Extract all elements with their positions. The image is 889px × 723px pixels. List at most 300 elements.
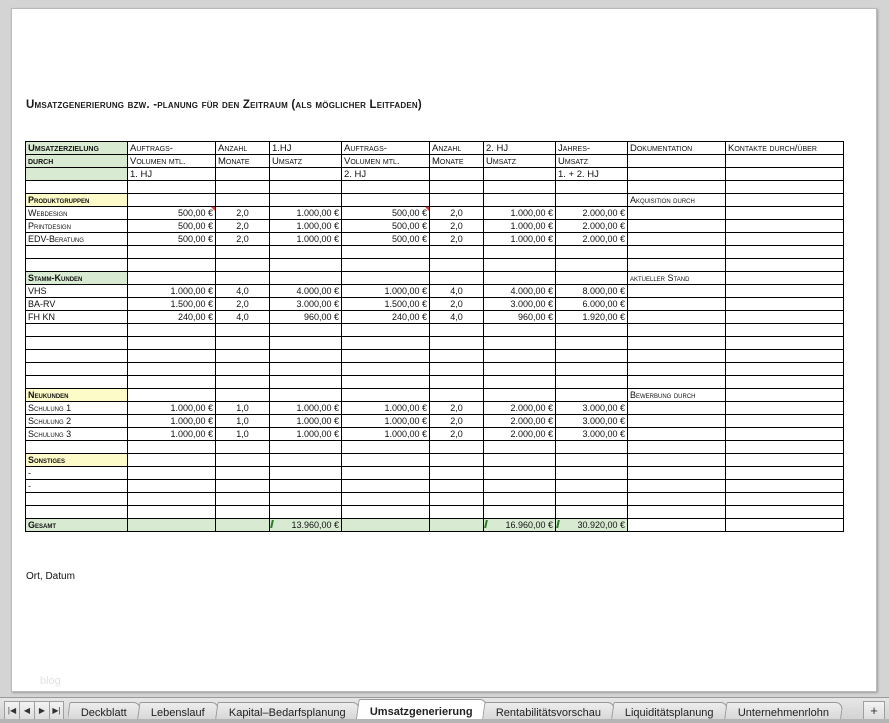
table-cell[interactable] xyxy=(26,181,128,194)
volume-h1[interactable] xyxy=(128,506,216,519)
contacts-cell[interactable] xyxy=(726,220,844,233)
revenue-h1[interactable]: 1.000,00 € xyxy=(270,233,342,246)
row-label[interactable] xyxy=(26,259,128,272)
months-h1[interactable]: 2,0 xyxy=(216,207,270,220)
volume-h1[interactable] xyxy=(128,259,216,272)
row-label[interactable]: - xyxy=(26,480,128,493)
revenue-h1[interactable]: 1.000,00 € xyxy=(270,415,342,428)
revenue-h2[interactable] xyxy=(484,493,556,506)
table-cell[interactable] xyxy=(128,194,216,207)
table-cell[interactable] xyxy=(484,194,556,207)
revenue-h2[interactable]: 960,00 € xyxy=(484,311,556,324)
revenue-h2[interactable]: 1.000,00 € xyxy=(484,220,556,233)
table-cell[interactable] xyxy=(430,194,484,207)
revenue-year[interactable] xyxy=(556,506,628,519)
months-h2[interactable]: 2,0 xyxy=(430,428,484,441)
table-cell[interactable] xyxy=(726,194,844,207)
section-label[interactable]: Neukunden xyxy=(26,389,128,402)
header-cell[interactable]: Auftrags- xyxy=(128,142,216,155)
months-h1[interactable] xyxy=(216,493,270,506)
months-h1[interactable] xyxy=(216,259,270,272)
months-h2[interactable]: 2,0 xyxy=(430,220,484,233)
months-h2[interactable] xyxy=(430,376,484,389)
header-cell[interactable] xyxy=(628,168,726,181)
header-cell[interactable]: Anzahl xyxy=(430,142,484,155)
revenue-h2[interactable]: 1.000,00 € xyxy=(484,207,556,220)
row-label[interactable]: Webdesign xyxy=(26,207,128,220)
revenue-year[interactable]: 2.000,00 € xyxy=(556,220,628,233)
documentation-cell[interactable] xyxy=(628,324,726,337)
volume-h2[interactable] xyxy=(342,493,430,506)
header-cell[interactable]: 1.HJ xyxy=(270,142,342,155)
total-volume-h2[interactable] xyxy=(342,519,430,532)
header-cell[interactable] xyxy=(726,155,844,168)
documentation-cell[interactable] xyxy=(628,220,726,233)
volume-h1[interactable]: 1.000,00 € xyxy=(128,402,216,415)
revenue-year[interactable]: 3.000,00 € xyxy=(556,428,628,441)
months-h1[interactable] xyxy=(216,467,270,480)
table-cell[interactable] xyxy=(342,389,430,402)
header-cell[interactable]: Anzahl xyxy=(216,142,270,155)
table-cell[interactable] xyxy=(726,454,844,467)
revenue-h1[interactable] xyxy=(270,246,342,259)
revenue-h2[interactable] xyxy=(484,467,556,480)
months-h2[interactable]: 2,0 xyxy=(430,402,484,415)
revenue-h2[interactable] xyxy=(484,259,556,272)
revenue-h2[interactable] xyxy=(484,363,556,376)
months-h1[interactable] xyxy=(216,337,270,350)
revenue-h1[interactable] xyxy=(270,441,342,454)
header-cell[interactable]: Monate xyxy=(216,155,270,168)
total-months-h1[interactable] xyxy=(216,519,270,532)
documentation-cell[interactable] xyxy=(628,298,726,311)
table-cell[interactable] xyxy=(216,272,270,285)
revenue-year[interactable] xyxy=(556,480,628,493)
table-cell[interactable] xyxy=(128,181,216,194)
header-cell[interactable]: 1. + 2. HJ xyxy=(556,168,628,181)
table-cell[interactable] xyxy=(342,272,430,285)
contacts-cell[interactable] xyxy=(726,480,844,493)
months-h1[interactable]: 4,0 xyxy=(216,311,270,324)
documentation-note[interactable]: Bewerbung durch xyxy=(628,389,726,402)
months-h2[interactable] xyxy=(430,350,484,363)
documentation-cell[interactable] xyxy=(628,337,726,350)
documentation-cell[interactable] xyxy=(628,246,726,259)
volume-h2[interactable]: 500,00 € xyxy=(342,207,430,220)
volume-h2[interactable]: 1.000,00 € xyxy=(342,415,430,428)
table-cell[interactable] xyxy=(430,272,484,285)
months-h1[interactable]: 2,0 xyxy=(216,298,270,311)
documentation-cell[interactable] xyxy=(628,441,726,454)
revenue-h2[interactable] xyxy=(484,480,556,493)
volume-h1[interactable] xyxy=(128,480,216,493)
table-cell[interactable] xyxy=(726,389,844,402)
contacts-cell[interactable] xyxy=(726,311,844,324)
documentation-cell[interactable] xyxy=(628,363,726,376)
volume-h1[interactable] xyxy=(128,376,216,389)
contacts-cell[interactable] xyxy=(726,376,844,389)
months-h1[interactable] xyxy=(216,376,270,389)
header-cell[interactable] xyxy=(628,155,726,168)
row-label[interactable] xyxy=(26,350,128,363)
table-cell[interactable] xyxy=(216,454,270,467)
total-contacts-cell[interactable] xyxy=(726,519,844,532)
contacts-cell[interactable] xyxy=(726,428,844,441)
header-cell[interactable]: Volumen mtl. xyxy=(128,155,216,168)
table-cell[interactable] xyxy=(556,389,628,402)
header-cell[interactable] xyxy=(484,168,556,181)
volume-h1[interactable]: 500,00 € xyxy=(128,233,216,246)
documentation-cell[interactable] xyxy=(628,259,726,272)
section-label[interactable]: Sonstiges xyxy=(26,454,128,467)
documentation-cell[interactable] xyxy=(628,415,726,428)
table-cell[interactable] xyxy=(342,194,430,207)
months-h2[interactable] xyxy=(430,467,484,480)
volume-h2[interactable] xyxy=(342,259,430,272)
months-h2[interactable]: 4,0 xyxy=(430,285,484,298)
header-cell[interactable]: 2. HJ xyxy=(342,168,430,181)
months-h2[interactable] xyxy=(430,480,484,493)
documentation-cell[interactable] xyxy=(628,207,726,220)
row-label[interactable] xyxy=(26,337,128,350)
row-label[interactable]: FH KN xyxy=(26,311,128,324)
months-h2[interactable] xyxy=(430,324,484,337)
documentation-cell[interactable] xyxy=(628,480,726,493)
documentation-cell[interactable] xyxy=(628,428,726,441)
volume-h2[interactable]: 1.000,00 € xyxy=(342,285,430,298)
revenue-h2[interactable] xyxy=(484,376,556,389)
documentation-cell[interactable] xyxy=(628,402,726,415)
header-cell[interactable]: Umsatz xyxy=(270,155,342,168)
volume-h2[interactable]: 1.500,00 € xyxy=(342,298,430,311)
volume-h2[interactable]: 240,00 € xyxy=(342,311,430,324)
revenue-year[interactable] xyxy=(556,467,628,480)
total-doc-cell[interactable] xyxy=(628,519,726,532)
revenue-h2[interactable] xyxy=(484,337,556,350)
months-h1[interactable]: 4,0 xyxy=(216,285,270,298)
volume-h1[interactable] xyxy=(128,324,216,337)
header-cell[interactable]: Jahres- xyxy=(556,142,628,155)
revenue-h1[interactable] xyxy=(270,259,342,272)
revenue-year[interactable] xyxy=(556,337,628,350)
header-cell[interactable]: 2. HJ xyxy=(484,142,556,155)
table-cell[interactable] xyxy=(216,181,270,194)
table-cell[interactable] xyxy=(270,454,342,467)
revenue-h1[interactable] xyxy=(270,376,342,389)
months-h2[interactable] xyxy=(430,259,484,272)
header-cell[interactable] xyxy=(270,168,342,181)
header-cell[interactable]: Volumen mtl. xyxy=(342,155,430,168)
volume-h2[interactable]: 500,00 € xyxy=(342,233,430,246)
header-cell[interactable]: Kontakte durch/über xyxy=(726,142,844,155)
documentation-cell[interactable] xyxy=(628,350,726,363)
table-cell[interactable] xyxy=(342,181,430,194)
revenue-h2[interactable]: 2.000,00 € xyxy=(484,415,556,428)
section-label[interactable]: Produktgruppen xyxy=(26,194,128,207)
total-revenue-year[interactable]: 30.920,00 € xyxy=(556,519,628,532)
table-cell[interactable] xyxy=(628,181,726,194)
volume-h1[interactable] xyxy=(128,350,216,363)
row-label[interactable]: VHS xyxy=(26,285,128,298)
row-label[interactable]: EDV-Beratung xyxy=(26,233,128,246)
revenue-h1[interactable] xyxy=(270,337,342,350)
table-cell[interactable] xyxy=(270,194,342,207)
contacts-cell[interactable] xyxy=(726,363,844,376)
months-h1[interactable]: 1,0 xyxy=(216,415,270,428)
months-h1[interactable] xyxy=(216,363,270,376)
table-cell[interactable] xyxy=(216,194,270,207)
revenue-h2[interactable]: 2.000,00 € xyxy=(484,402,556,415)
total-label[interactable]: Gesamt xyxy=(26,519,128,532)
table-cell[interactable] xyxy=(216,389,270,402)
volume-h1[interactable] xyxy=(128,363,216,376)
months-h1[interactable] xyxy=(216,506,270,519)
header-cell[interactable]: Umsatz xyxy=(556,155,628,168)
revenue-year[interactable] xyxy=(556,441,628,454)
row-label[interactable]: Schulung 3 xyxy=(26,428,128,441)
contacts-cell[interactable] xyxy=(726,285,844,298)
volume-h1[interactable]: 1.500,00 € xyxy=(128,298,216,311)
table-cell[interactable] xyxy=(430,389,484,402)
revenue-year[interactable]: 3.000,00 € xyxy=(556,402,628,415)
volume-h1[interactable]: 240,00 € xyxy=(128,311,216,324)
row-label[interactable]: Schulung 1 xyxy=(26,402,128,415)
revenue-h1[interactable]: 1.000,00 € xyxy=(270,220,342,233)
months-h2[interactable] xyxy=(430,337,484,350)
row-label[interactable]: - xyxy=(26,467,128,480)
months-h2[interactable] xyxy=(430,506,484,519)
volume-h2[interactable] xyxy=(342,467,430,480)
volume-h1[interactable] xyxy=(128,337,216,350)
table-cell[interactable] xyxy=(556,194,628,207)
documentation-cell[interactable] xyxy=(628,467,726,480)
volume-h1[interactable] xyxy=(128,493,216,506)
revenue-h1[interactable]: 1.000,00 € xyxy=(270,428,342,441)
table-cell[interactable] xyxy=(342,454,430,467)
contacts-cell[interactable] xyxy=(726,337,844,350)
table-cell[interactable] xyxy=(128,389,216,402)
revenue-h1[interactable] xyxy=(270,350,342,363)
header-cell[interactable] xyxy=(726,168,844,181)
revenue-h2[interactable] xyxy=(484,246,556,259)
months-h1[interactable] xyxy=(216,441,270,454)
revenue-h1[interactable]: 960,00 € xyxy=(270,311,342,324)
header-cell[interactable]: Auftrags- xyxy=(342,142,430,155)
table-cell[interactable] xyxy=(726,272,844,285)
table-cell[interactable] xyxy=(484,454,556,467)
revenue-h1[interactable] xyxy=(270,324,342,337)
table-cell[interactable] xyxy=(430,181,484,194)
row-label[interactable] xyxy=(26,363,128,376)
revenue-h1[interactable] xyxy=(270,506,342,519)
row-label[interactable]: Schulung 2 xyxy=(26,415,128,428)
volume-h1[interactable]: 1.000,00 € xyxy=(128,285,216,298)
table-cell[interactable] xyxy=(484,181,556,194)
revenue-h2[interactable] xyxy=(484,350,556,363)
contacts-cell[interactable] xyxy=(726,402,844,415)
volume-h2[interactable] xyxy=(342,246,430,259)
documentation-note[interactable]: aktueller Stand xyxy=(628,272,726,285)
revenue-h2[interactable] xyxy=(484,441,556,454)
first-sheet-button[interactable]: |◀ xyxy=(4,701,19,721)
documentation-cell[interactable] xyxy=(628,376,726,389)
months-h2[interactable] xyxy=(430,363,484,376)
months-h2[interactable] xyxy=(430,493,484,506)
prev-sheet-button[interactable]: ◀ xyxy=(19,701,34,721)
volume-h2[interactable]: 1.000,00 € xyxy=(342,402,430,415)
contacts-cell[interactable] xyxy=(726,506,844,519)
revenue-year[interactable]: 2.000,00 € xyxy=(556,233,628,246)
revenue-h2[interactable]: 2.000,00 € xyxy=(484,428,556,441)
revenue-year[interactable]: 3.000,00 € xyxy=(556,415,628,428)
documentation-cell[interactable] xyxy=(628,493,726,506)
contacts-cell[interactable] xyxy=(726,415,844,428)
row-label[interactable]: Printdesign xyxy=(26,220,128,233)
months-h1[interactable]: 1,0 xyxy=(216,402,270,415)
row-label[interactable] xyxy=(26,493,128,506)
volume-h1[interactable] xyxy=(128,246,216,259)
contacts-cell[interactable] xyxy=(726,441,844,454)
row-label[interactable] xyxy=(26,376,128,389)
row-label[interactable] xyxy=(26,246,128,259)
volume-h2[interactable]: 1.000,00 € xyxy=(342,428,430,441)
revenue-year[interactable]: 8.000,00 € xyxy=(556,285,628,298)
contacts-cell[interactable] xyxy=(726,350,844,363)
revenue-year[interactable] xyxy=(556,246,628,259)
revenue-h2[interactable] xyxy=(484,506,556,519)
documentation-cell[interactable] xyxy=(628,506,726,519)
contacts-cell[interactable] xyxy=(726,233,844,246)
revenue-h1[interactable] xyxy=(270,363,342,376)
months-h2[interactable] xyxy=(430,246,484,259)
next-sheet-button[interactable]: ▶ xyxy=(34,701,49,721)
table-cell[interactable] xyxy=(430,454,484,467)
contacts-cell[interactable] xyxy=(726,246,844,259)
header-cell[interactable]: durch xyxy=(26,155,128,168)
months-h1[interactable]: 2,0 xyxy=(216,233,270,246)
row-label[interactable] xyxy=(26,506,128,519)
revenue-year[interactable] xyxy=(556,376,628,389)
documentation-cell[interactable] xyxy=(628,285,726,298)
table-cell[interactable] xyxy=(484,272,556,285)
months-h1[interactable] xyxy=(216,350,270,363)
table-cell[interactable] xyxy=(726,181,844,194)
revenue-year[interactable]: 2.000,00 € xyxy=(556,207,628,220)
months-h1[interactable]: 1,0 xyxy=(216,428,270,441)
months-h2[interactable]: 2,0 xyxy=(430,298,484,311)
months-h2[interactable]: 2,0 xyxy=(430,233,484,246)
header-cell[interactable]: Monate xyxy=(430,155,484,168)
months-h2[interactable]: 2,0 xyxy=(430,415,484,428)
table-cell[interactable] xyxy=(270,181,342,194)
months-h1[interactable]: 2,0 xyxy=(216,220,270,233)
row-label[interactable] xyxy=(26,441,128,454)
total-months-h2[interactable] xyxy=(430,519,484,532)
volume-h1[interactable] xyxy=(128,441,216,454)
revenue-h1[interactable] xyxy=(270,480,342,493)
add-sheet-button[interactable]: + xyxy=(863,701,885,721)
table-cell[interactable] xyxy=(128,454,216,467)
volume-h2[interactable]: 500,00 € xyxy=(342,220,430,233)
revenue-h1[interactable] xyxy=(270,493,342,506)
revenue-year[interactable]: 1.920,00 € xyxy=(556,311,628,324)
volume-h1[interactable] xyxy=(128,467,216,480)
volume-h1[interactable]: 500,00 € xyxy=(128,207,216,220)
contacts-cell[interactable] xyxy=(726,324,844,337)
months-h2[interactable]: 2,0 xyxy=(430,207,484,220)
revenue-h2[interactable]: 1.000,00 € xyxy=(484,233,556,246)
volume-h2[interactable] xyxy=(342,324,430,337)
last-sheet-button[interactable]: ▶| xyxy=(49,701,64,721)
table-cell[interactable] xyxy=(270,272,342,285)
umsatz-table[interactable] xyxy=(25,141,844,532)
contacts-cell[interactable] xyxy=(726,298,844,311)
revenue-year[interactable]: 6.000,00 € xyxy=(556,298,628,311)
volume-h1[interactable]: 1.000,00 € xyxy=(128,415,216,428)
row-label[interactable] xyxy=(26,324,128,337)
section-label[interactable]: Stamm-Kunden xyxy=(26,272,128,285)
table-cell[interactable] xyxy=(270,389,342,402)
volume-h2[interactable] xyxy=(342,441,430,454)
table-cell[interactable] xyxy=(484,389,556,402)
documentation-note[interactable]: Akquisition durch xyxy=(628,194,726,207)
total-volume-h1[interactable] xyxy=(128,519,216,532)
documentation-note[interactable] xyxy=(628,454,726,467)
volume-h2[interactable] xyxy=(342,350,430,363)
total-revenue-h1[interactable]: 13.960,00 € xyxy=(270,519,342,532)
table-cell[interactable] xyxy=(128,272,216,285)
header-cell[interactable]: Umsatz xyxy=(484,155,556,168)
revenue-h2[interactable]: 3.000,00 € xyxy=(484,298,556,311)
volume-h2[interactable] xyxy=(342,376,430,389)
volume-h2[interactable] xyxy=(342,506,430,519)
revenue-year[interactable] xyxy=(556,363,628,376)
header-cell[interactable]: 1. HJ xyxy=(128,168,216,181)
volume-h1[interactable]: 500,00 € xyxy=(128,220,216,233)
contacts-cell[interactable] xyxy=(726,493,844,506)
revenue-h1[interactable] xyxy=(270,467,342,480)
header-cell[interactable]: Umsatzerzielung xyxy=(26,142,128,155)
row-label[interactable]: BA-RV xyxy=(26,298,128,311)
contacts-cell[interactable] xyxy=(726,467,844,480)
revenue-year[interactable] xyxy=(556,350,628,363)
revenue-h1[interactable]: 1.000,00 € xyxy=(270,207,342,220)
months-h2[interactable] xyxy=(430,441,484,454)
volume-h2[interactable] xyxy=(342,363,430,376)
revenue-year[interactable] xyxy=(556,259,628,272)
table-cell[interactable] xyxy=(556,272,628,285)
table-cell[interactable] xyxy=(556,181,628,194)
documentation-cell[interactable] xyxy=(628,311,726,324)
header-cell[interactable] xyxy=(26,168,128,181)
revenue-h1[interactable]: 4.000,00 € xyxy=(270,285,342,298)
volume-h1[interactable]: 1.000,00 € xyxy=(128,428,216,441)
header-cell[interactable]: Dokumentation xyxy=(628,142,726,155)
header-cell[interactable] xyxy=(216,168,270,181)
documentation-cell[interactable] xyxy=(628,233,726,246)
months-h1[interactable] xyxy=(216,480,270,493)
contacts-cell[interactable] xyxy=(726,207,844,220)
revenue-year[interactable] xyxy=(556,493,628,506)
header-cell[interactable] xyxy=(430,168,484,181)
contacts-cell[interactable] xyxy=(726,259,844,272)
volume-h2[interactable] xyxy=(342,337,430,350)
volume-h2[interactable] xyxy=(342,480,430,493)
months-h1[interactable] xyxy=(216,246,270,259)
months-h1[interactable] xyxy=(216,324,270,337)
months-h2[interactable]: 4,0 xyxy=(430,311,484,324)
revenue-year[interactable] xyxy=(556,324,628,337)
